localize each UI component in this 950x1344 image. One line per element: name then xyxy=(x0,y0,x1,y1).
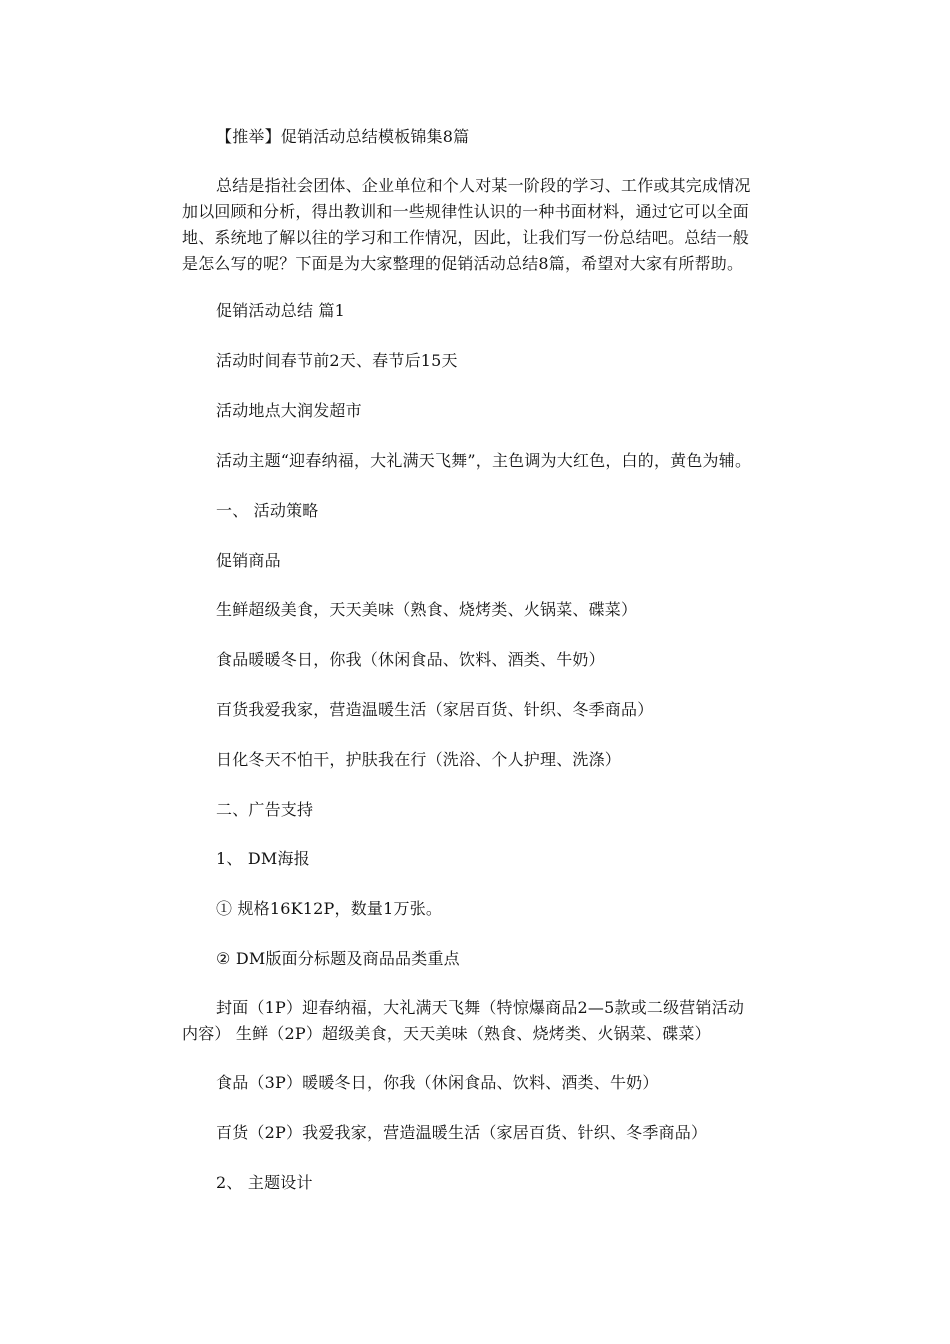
intro-paragraph xyxy=(182,173,782,277)
ad-heading: 二、广告支持 xyxy=(216,800,314,819)
intro-line: 加以回顾和分析，得出教训和一些规律性认识的一种书面材料，通过它可以全面 xyxy=(182,202,750,221)
event-theme: 活动主题“迎春纳福，大礼满天飞舞”，主色调为大红色，白的，黄色为辅。 xyxy=(216,451,752,470)
event-time: 活动时间春节前2天、春节后15天 xyxy=(216,351,458,370)
promo-goods-heading: 促销商品 xyxy=(216,551,281,570)
dm-spec: ① 规格16K12P，数量1万张。 xyxy=(216,899,443,918)
goods-general: 百货我爱我家，营造温暖生活（家居百货、针织、冬季商品） xyxy=(216,700,654,719)
goods-fresh: 生鲜超级美食，天天美味（熟食、烧烤类、火锅菜、碟菜） xyxy=(216,600,638,619)
intro-line: 是怎么写的呢？下面是为大家整理的促销活动总结8篇，希望对大家有所帮助。 xyxy=(182,254,744,273)
theme-design-heading: 2、 主题设计 xyxy=(216,1173,313,1192)
cover-line: 内容） 生鲜（2P）超级美食，天天美味（熟食、烧烤类、火锅菜、碟菜） xyxy=(182,1024,711,1043)
cover-paragraph xyxy=(182,995,744,1047)
page-general: 百货（2P）我爱我家，营造温暖生活（家居百货、针织、冬季商品） xyxy=(216,1123,708,1142)
dm-layout: ② DM版面分标题及商品品类重点 xyxy=(216,949,460,968)
page-food: 食品（3P）暖暖冬日，你我（休闲食品、饮料、酒类、牛奶） xyxy=(216,1073,659,1092)
dm-heading: 1、 DM海报 xyxy=(216,849,310,868)
intro-line: 地、系统地了解以往的学习和工作情况，因此，让我们写一份总结吧。总结一般 xyxy=(182,228,750,247)
goods-daily: 日化冬天不怕干，护肤我在行（洗浴、个人护理、洗涤） xyxy=(216,750,622,769)
section-heading: 促销活动总结 篇1 xyxy=(216,301,346,320)
goods-food: 食品暖暖冬日，你我（休闲食品、饮料、酒类、牛奶） xyxy=(216,650,605,669)
event-place: 活动地点大润发超市 xyxy=(216,401,362,420)
strategy-heading: 一、 活动策略 xyxy=(216,501,319,520)
document-title: 【推举】促销活动总结模板锦集8篇 xyxy=(216,127,470,146)
cover-line: 封面（1P）迎春纳福，大礼满天飞舞（特惊爆商品2—5款或二级营销活动 xyxy=(216,998,745,1017)
intro-line: 总结是指社会团体、企业单位和个人对某一阶段的学习、工作或其完成情况 xyxy=(216,176,751,195)
